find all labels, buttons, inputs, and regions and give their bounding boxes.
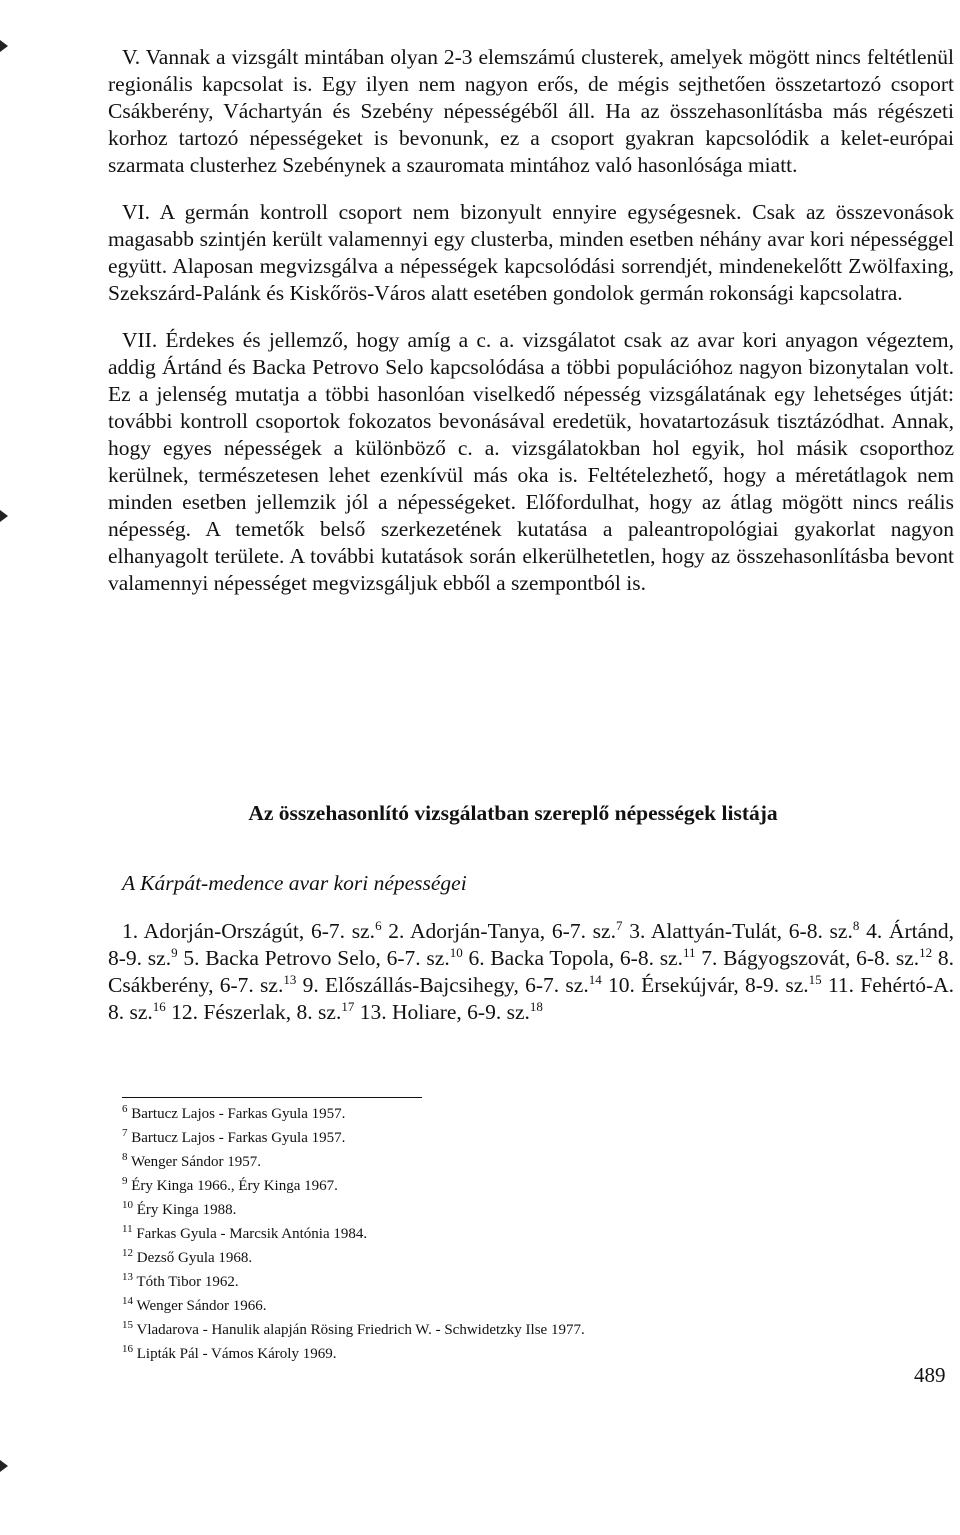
footnote-ref: 15 [808, 971, 822, 987]
footnote: $^{15}$ Vladarova - Hanulik alapján Rösing Friedrich W. - Schwidetzky Ilse 1977. [122, 1319, 585, 1338]
list-item: 1. Adorján-Országút, 6-7. sz.$^6$ [122, 917, 382, 943]
footnote: $^{13}$ Tóth Tibor 1962. [122, 1271, 239, 1290]
footnote: $^{16}$ Lipták Pál - Vámos Károly 1969. [122, 1343, 337, 1362]
paragraph: V. Vannak a vizsgált mintában olyan 2-3 elemszámú clusterek, amelyek mögött nincs feltétlenül regionális kapcsolat is. Egy ilyen nem nagyon erős, de mégis sejthetően összetartozó csoport Csákberény, Váchartyán és Szebény népességéből áll. Ha az összehasonlításba más régészeti korhoz tartozó népességeket is bevonunk, ez a csoport gyakran kapcsolódik a kelet-európai szarmata clusterhez Szebénynek a szauromata mintához való hasonlósága miatt. [108, 45, 954, 177]
population-list [108, 918, 954, 1026]
margin-marker-icon [0, 40, 8, 52]
footnote-ref: 11 [682, 944, 696, 960]
footnote: $^{10}$ Éry Kinga 1988. [122, 1199, 237, 1218]
footnote: $^{11}$ Farkas Gyula - Marcsik Antónia 1984. [122, 1223, 368, 1242]
footnote-ref: 13 [283, 971, 297, 987]
list-item: 6. Backa Topola, 6-8. sz.$^{11}$ [468, 944, 696, 970]
margin-marker-icon [0, 1460, 8, 1472]
list-item: 8. Csákberény, 6-7. sz.$^{13}$ [108, 946, 955, 997]
list-item: 4. Ártánd, 8-9. sz.$^9$ [108, 919, 955, 970]
list-item: 10. Érsekújvár, 8-9. sz.$^{15}$ [608, 971, 822, 997]
paragraph: VI. A germán kontroll csoport nem bizonyult ennyire egységesnek. Csak az összevonások magasabb szintjén került valamennyi egy clusterba, minden esetben néhány avar kori népességgel együtt. Alaposan megvizsgálva a népességek kapcsolódási sorrendjét, mindenekelőtt Zwölfaxing, Szekszárd-Palánk és Kiskőrös-Város alatt esetében gondolok germán rokonsági kapcsolatra. [108, 200, 954, 305]
margin-marker-icon [0, 510, 8, 522]
footnote: $^7$ Bartucz Lajos - Farkas Gyula 1957. [122, 1127, 346, 1146]
footnotes [122, 1102, 842, 1366]
footnote-ref: 17 [341, 998, 355, 1014]
footnote-ref: 18 [529, 998, 543, 1014]
footnote: $^8$ Wenger Sándor 1957. [122, 1151, 261, 1170]
section-title: Az összehasonlító vizsgálatban szereplő népességek listája [248, 801, 778, 825]
subsection-title: A Kárpát-medence avar kori népességei [122, 871, 467, 895]
footnote: $^{12}$ Dezső Gyula 1968. [122, 1247, 253, 1266]
paragraph: VII. Érdekes és jellemző, hogy amíg a c. a. vizsgálatot csak az avar kori anyagon végeztem, addig Ártánd és Backa Petrovo Selo kapcsolódása a többi populációhoz nagyon bizonytalan volt. Ez a jelenség mutatja a többi hasonlóan viselkedő népesség vizsgálatának egy lehetséges útját: további kontroll csoportok fokozatos bevonásával eredetük, hovatartozásuk tisztázódhat. Annak, hogy egyes népességek a különböző c. a. vizsgálatokban hol egyik, hol másik csoporthoz kerülnek, természetesen lehet ezenkívül más oka is. Feltételezhető, hogy a méretátlagok nem minden esetben jellemzik jól a népességeket. Előfordulhat, hogy az átlag mögött nincs reális népesség. A temetők belső szerkezetének kutatása a paleantropológiai gyakorlat nagyon elhanyagolt területe. A további kutatások során elkerülhetetlen, hogy az összehasonlításba bevont valamennyi népességet megvizsgáljuk ebből a szempontból is. [108, 328, 954, 595]
body-text [108, 44, 954, 597]
list-item: 5. Backa Petrovo Selo, 6-7. sz.$^{10}$ [183, 944, 463, 970]
page-number: 489 [914, 1363, 946, 1387]
footnote: $^6$ Bartucz Lajos - Farkas Gyula 1957. [122, 1103, 346, 1122]
footnote-ref: 14 [588, 971, 602, 987]
footnote-ref: 7 [615, 917, 623, 933]
list-item: 11. Fehértó-A. 8. sz.$^{16}$ [108, 973, 955, 1024]
footnote-ref: 6 [375, 917, 382, 933]
footnote-divider [122, 1097, 422, 1098]
footnote-ref: 8 [852, 917, 860, 933]
list-item: 13. Holiare, 6-9. sz.$^{18}$ [359, 998, 543, 1024]
list-item: 12. Fészerlak, 8. sz.$^{17}$ [171, 998, 355, 1024]
list-item: 7. Bágyogszovát, 6-8. sz.$^{12}$ [701, 944, 933, 970]
footnote-ref: 9 [171, 944, 178, 960]
list-item: 2. Adorján-Tanya, 6-7. sz.$^7$ [388, 917, 623, 943]
list-item: 3. Alattyán-Tulát, 6-8. sz.$^8$ [629, 917, 860, 943]
footnote-ref: 10 [449, 944, 463, 960]
footnote: $^{14}$ Wenger Sándor 1966. [122, 1295, 267, 1314]
footnote: $^9$ Éry Kinga 1966., Éry Kinga 1967. [122, 1175, 338, 1194]
footnote-ref: 16 [152, 998, 166, 1014]
footnote-ref: 12 [919, 944, 933, 960]
list-item: 9. Előszállás-Bajcsihegy, 6-7. sz.$^{14}$ [302, 971, 602, 997]
